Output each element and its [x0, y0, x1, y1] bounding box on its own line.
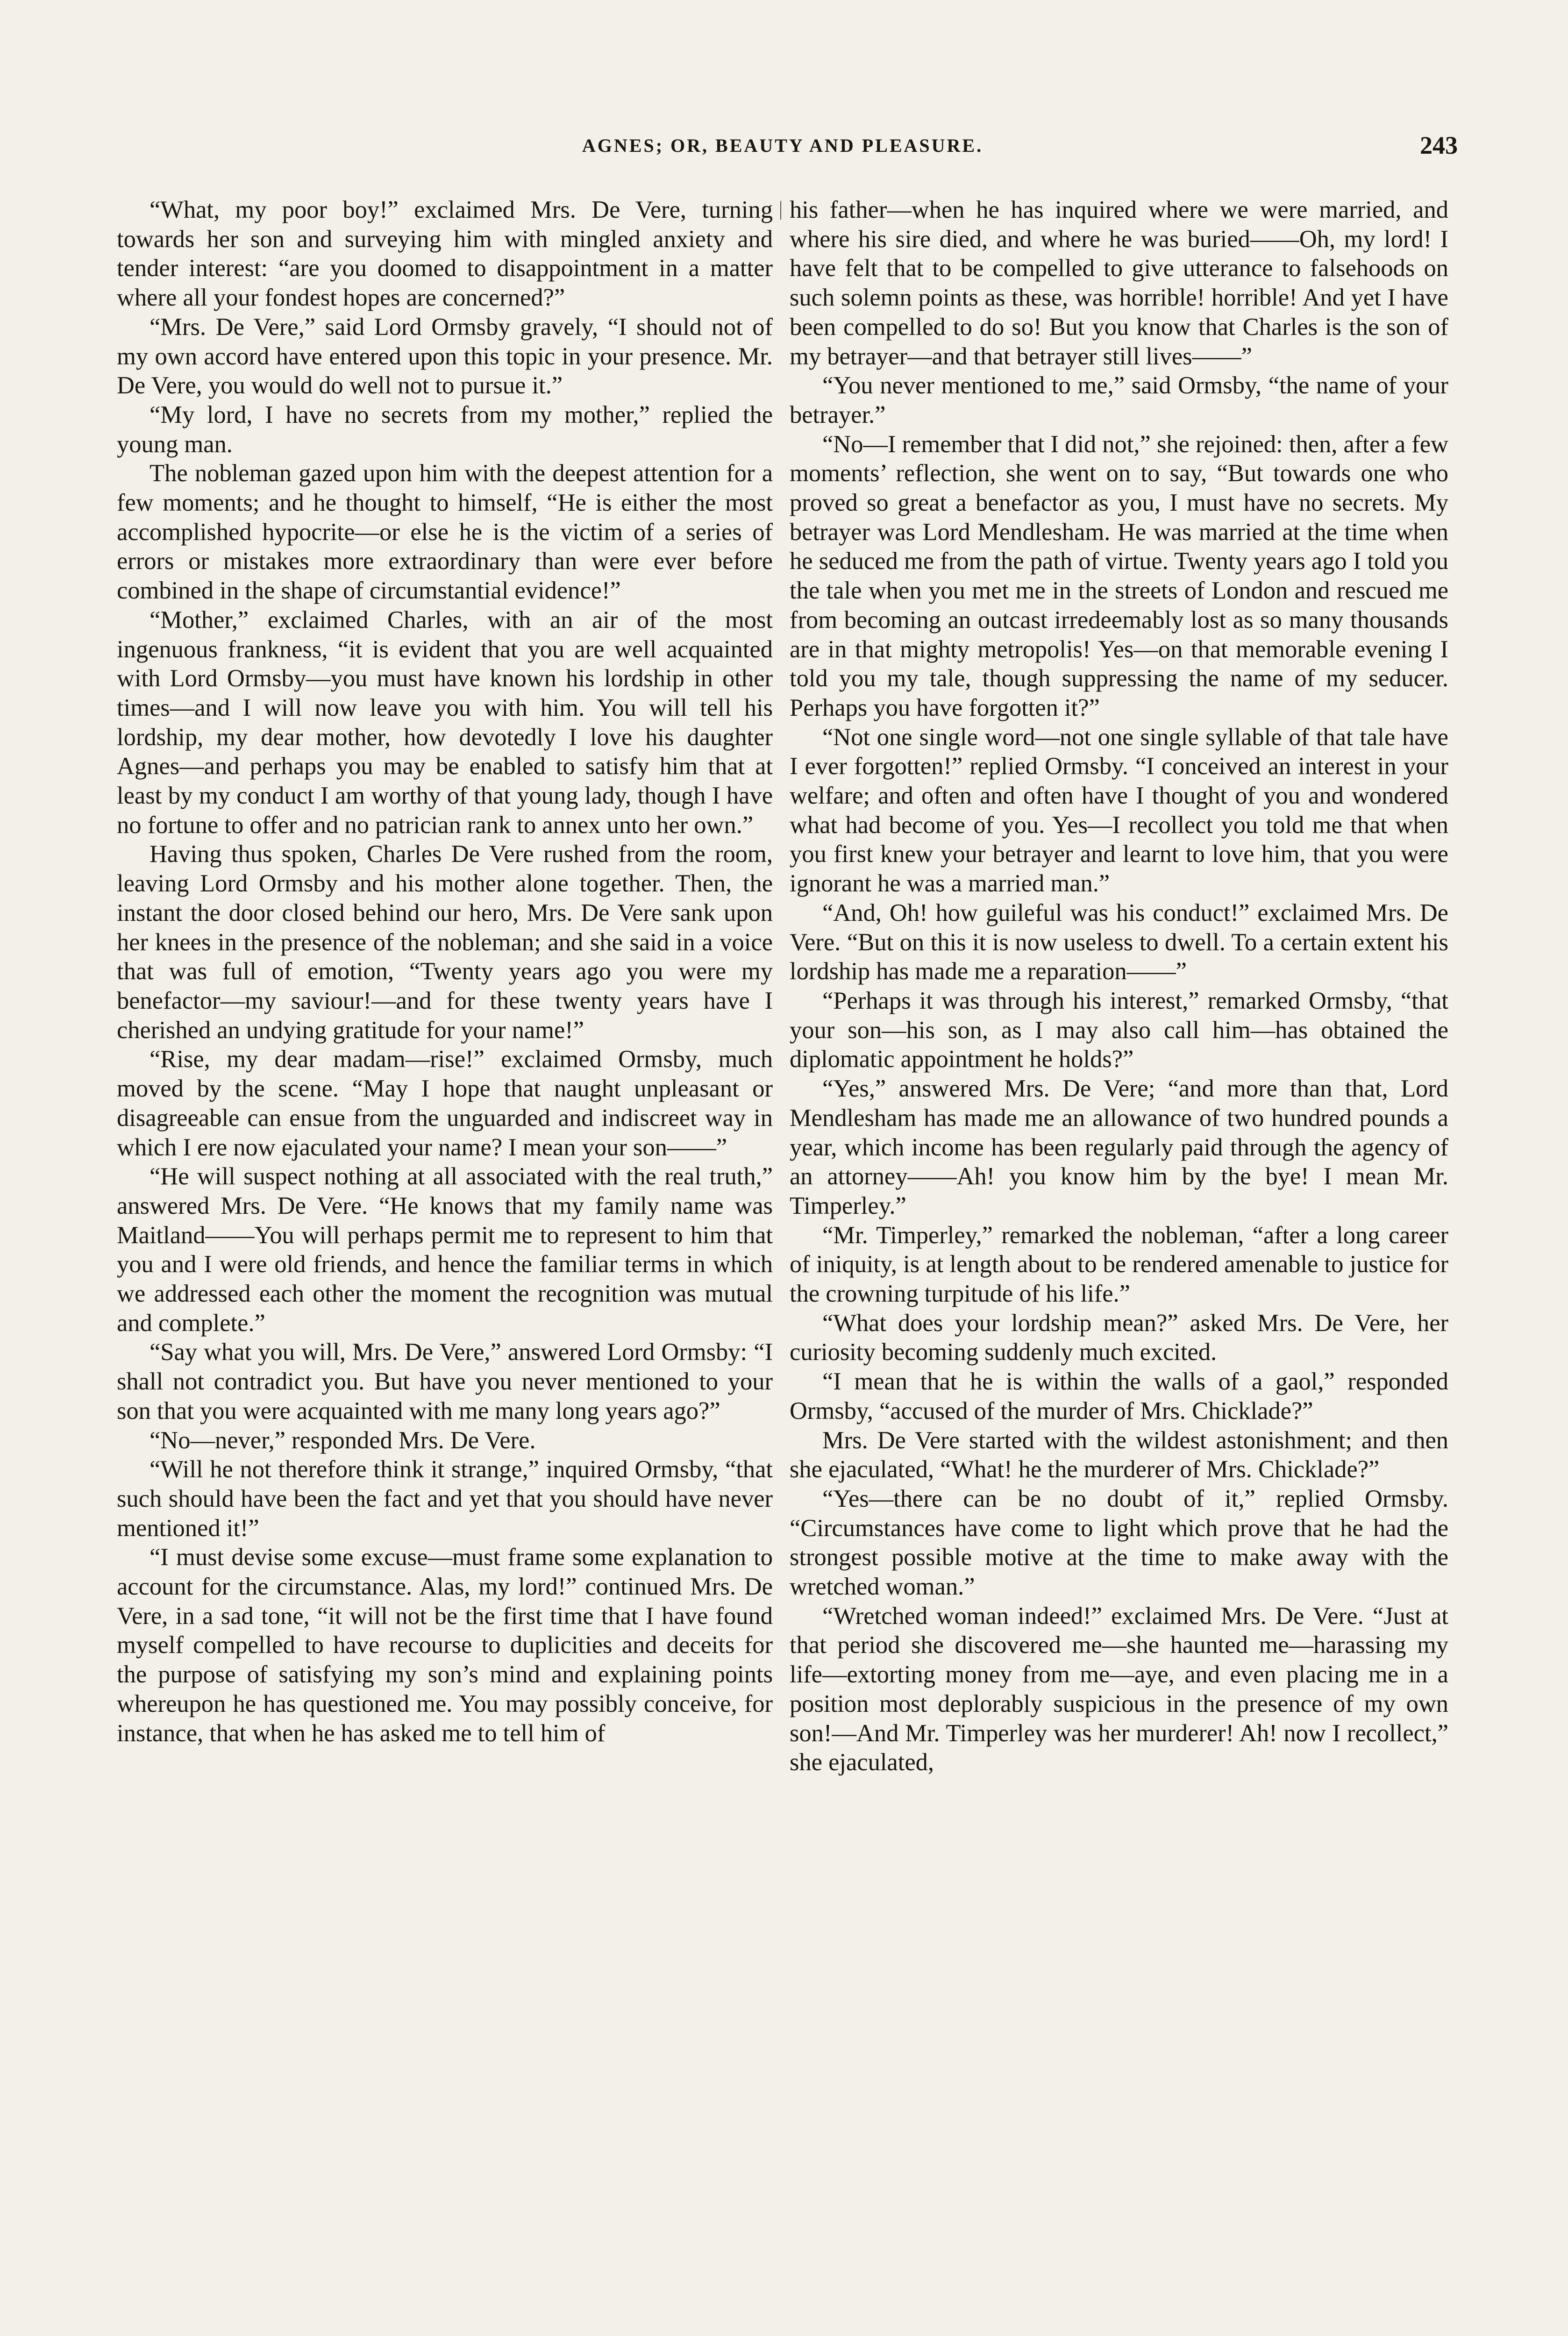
- page-number: 243: [1420, 131, 1458, 159]
- paragraph: “My lord, I have no secrets from my mother,” replied the young man.: [117, 401, 773, 458]
- paragraph: “No—never,” responded Mrs. De Vere.: [150, 1426, 536, 1454]
- paragraph: “I mean that he is within the walls of a gaol,” responded Ormsby, “accused of the murder of Mrs. Chicklade?”: [790, 1368, 1448, 1424]
- paragraph: “He will suspect nothing at all associated with the real truth,” answered Mrs. De Vere. “He knows that my family name was Maitland——You will perhaps permit me to represent to him that you and I were old friends, and hence the familiar terms in which we addressed each other the moment the recognition was mutual and complete.”: [117, 1163, 773, 1337]
- paragraph: “Say what you will, Mrs. De Vere,” answered Lord Ormsby: “I shall not contradict you. But have you never mentioned to your son that you were acquainted with me many long years ago?”: [117, 1339, 773, 1424]
- paragraph: The nobleman gazed upon him with the deepest attention for a few moments; and he thought to himself, “He is either the most accomplished hypocrite—or else he is the victim of a series of errors or mistakes more extraordinary than were ever before combined in the shape of circumstantial evidence!”: [117, 460, 773, 605]
- paragraph: “And, Oh! how guileful was his conduct!” exclaimed Mrs. De Vere. “But on this it is now useless to dwell. To a certain extent his lordship has made me a reparation——”: [790, 899, 1448, 985]
- paragraph: “You never mentioned to me,” said Ormsby, “the name of your betrayer.”: [790, 372, 1448, 428]
- left-column: [117, 195, 773, 2242]
- page-header: [117, 131, 1458, 167]
- paragraph: “Yes—there can be no doubt of it,” replied Ormsby. “Circumstances have come to light which prove that he had the strongest possible motive at the time to make away with the wretched woman.”: [790, 1485, 1448, 1601]
- paragraph: “Perhaps it was through his interest,” remarked Ormsby, “that your son—his son, as I may also call him—has obtained the diplomatic appointment he holds?”: [790, 987, 1448, 1073]
- paragraph: Mrs. De Vere started with the wildest astonishment; and then she ejaculated, “What! he the murderer of Mrs. Chicklade?”: [790, 1426, 1448, 1483]
- paragraph: Having thus spoken, Charles De Vere rushed from the room, leaving Lord Ormsby and his mother alone together. Then, the instant the door closed behind our hero, Mrs. De Vere sank upon her knees in the presence of the nobleman; and she said in a voice that was full of emotion, “Twenty years ago you were my benefactor—my saviour!—and for these twenty years have I cherished an undying gratitude for your name!”: [117, 840, 773, 1044]
- paragraph: “What, my poor boy!” exclaimed Mrs. De Vere, turning towards her son and surveying him with mingled anxiety and tender interest: “are you doomed to disappointment in a matter where all your fondest hopes are concerned?”: [117, 196, 773, 312]
- paragraph: “Not one single word—not one single syllable of that tale have I ever forgotten!” replied Ormsby. “I conceived an interest in your welfare; and often and often have I thought of you and wondered what had become of you. Yes—I recollect you told me that when you first knew your betrayer and learnt to love him, that you were ignorant he was a married man.”: [790, 723, 1448, 897]
- paragraph: “Mother,” exclaimed Charles, with an air of the most ingenuous frankness, “it is evident that you are well acquainted with Lord Ormsby—you must have known his lordship in other times—and I will now leave you with him. You will tell his lordship, my dear mother, how devotedly I love his daughter Agnes—and perhaps you may be enabled to satisfy him that at least by my conduct I am worthy of that young lady, though I have no fortune to offer and no patrician rank to annex unto her own.”: [117, 606, 773, 839]
- paragraph: “Rise, my dear madam—rise!” exclaimed Ormsby, much moved by the scene. “May I hope that naught unpleasant or disagreeable can ensue from the unguarded and indiscreet way in which I ere now ejaculated your name? I mean your son——”: [117, 1046, 773, 1161]
- paragraph: “Yes,” answered Mrs. De Vere; “and more than that, Lord Mendlesham has made me an allowance of two hundred pounds a year, which income has been regularly paid through the agency of an attorney——Ah! you know him by the bye! I mean Mr. Timperley.”: [790, 1075, 1448, 1219]
- paragraph: “No—I remember that I did not,” she rejoined: then, after a few moments’ reflection, she went on to say, “But towards one who proved so great a benefactor as you, I must have no secrets. My betrayer was Lord Mendlesham. He was married at the time when he seduced me from the path of virtue. Twenty years ago I told you the tale when you met me in the streets of London and rescued me from becoming an outcast irredeemably lost as so many thousands are in that mighty metropolis! Yes—on that memorable evening I told you my tale, though suppressing the name of my seducer. Perhaps you have forgotten it?”: [790, 430, 1448, 721]
- paragraph: “Will he not therefore think it strange,” inquired Ormsby, “that such should have been the fact and yet that you should have never mentioned it!”: [117, 1456, 773, 1542]
- paragraph: “Wretched woman indeed!” exclaimed Mrs. De Vere. “Just at that period she discovered me—she haunted me—harassing my life—extorting money from me—aye, and even placing me in a position most deplorably suspicious in the presence of my own son!—And Mr. Timperley was her murderer! Ah! now I recollect,” she ejaculated,: [790, 1602, 1448, 1776]
- running-title: AGNES; OR, BEAUTY AND PLEASURE.: [582, 135, 984, 156]
- paragraph: “Mr. Timperley,” remarked the nobleman, “after a long career of iniquity, is at length about to be rendered amenable to justice for the crowning turpitude of his life.”: [790, 1221, 1448, 1308]
- right-column: [790, 195, 1448, 2242]
- paragraph: “I must devise some excuse—must frame some explanation to account for the circumstance. Alas, my lord!” continued Mrs. De Vere, in a sad tone, “it will not be the first time that I have found myself compelled to have recourse to duplicities and deceits for the purpose of satisfying my son’s mind and explaining points whereupon he has questioned me. You may possibly conceive, for instance, that when he has asked me to tell him of: [117, 1544, 773, 1747]
- paragraph: “What does your lordship mean?” asked Mrs. De Vere, her curiosity becoming suddenly much excited.: [790, 1309, 1448, 1366]
- column-divider: [780, 201, 781, 220]
- paragraph: “Mrs. De Vere,” said Lord Ormsby gravely, “I should not of my own accord have entered upon this topic in your presence. Mr. De Vere, you would do well not to pursue it.”: [117, 313, 773, 399]
- paragraph-continued: his father—when he has inquired where we were married, and where his sire died, and where he was buried——Oh, my lord! I have felt that to be compelled to give utterance to falsehoods on such solemn points as these, was horrible! horrible! And yet I have been compelled to do so! But you know that Charles is the son of my betrayer—and that betrayer still lives——”: [790, 196, 1448, 370]
